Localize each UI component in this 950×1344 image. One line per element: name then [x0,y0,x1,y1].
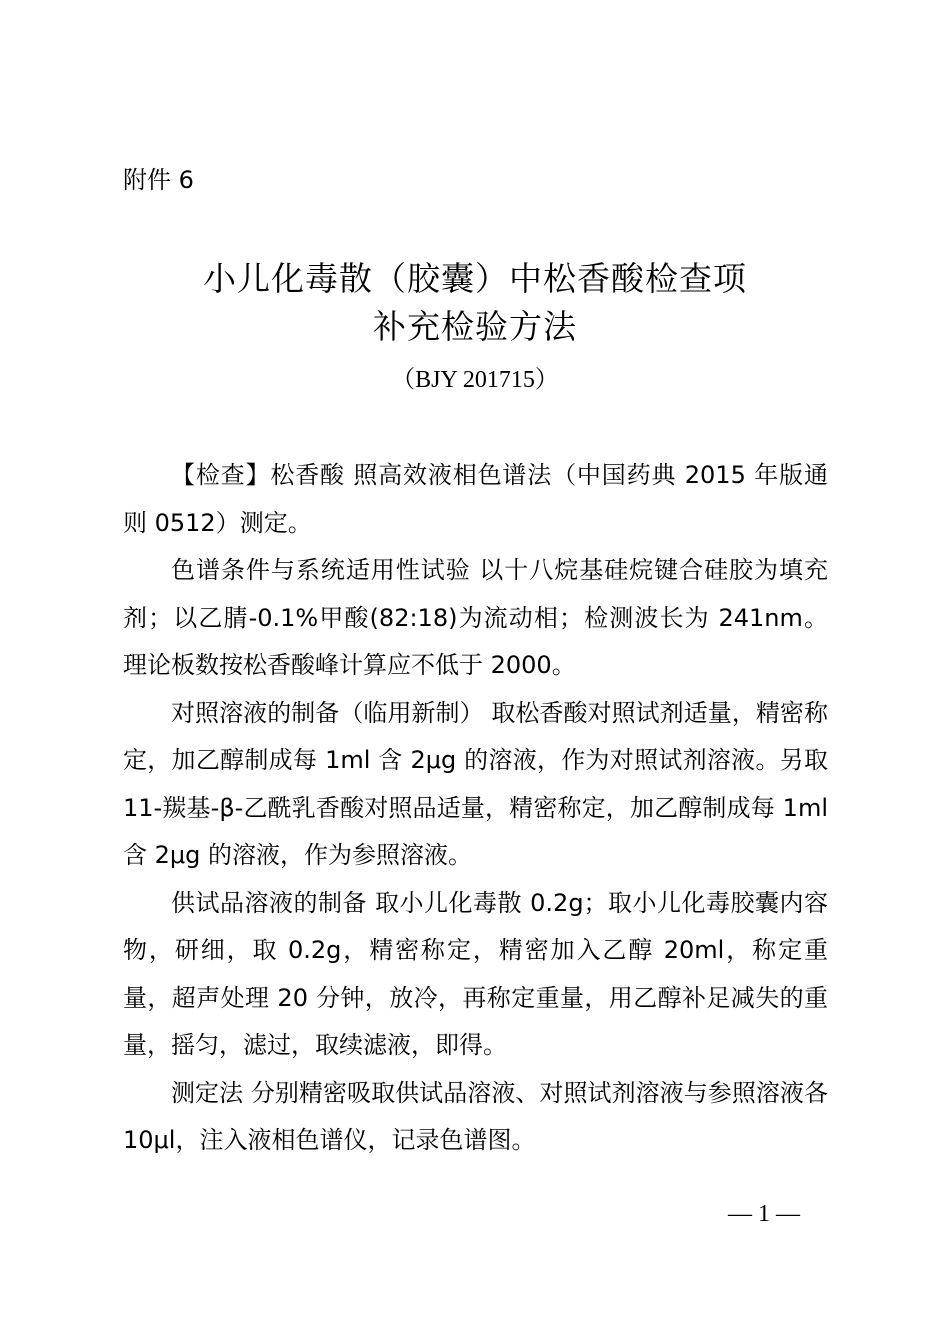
page-number: — 1 — [728,1201,800,1227]
document-title-line-1: 小儿化毒散（胶囊）中松香酸检查项 [203,259,747,298]
paragraph-chromatographic-conditions: 色谱条件与系统适用性试验 以十八烷基硅烷键合硅胶为填充剂；以乙腈-0.1%甲酸(82:18)为流动相；检测波长为 241nm。理论板数按松香酸峰计算应不低于 2000。 [123,556,828,679]
document-code: （BJY 201715） [391,367,559,393]
document-title-line-2: 补充检验方法 [373,307,577,346]
paragraph-inspection: 【检查】松香酸 照高效液相色谱法（中国药典 2015 年版通则 0512）测定。 [123,461,828,537]
document-body [123,452,828,1165]
paragraph-determination: 测定法 分别精密吸取供试品溶液、对照试剂溶液与参照溶液各 10μl，注入液相色谱仪，记录色谱图。 [123,1078,828,1154]
paragraph-reference-solution: 对照溶液的制备（临用新制） 取松香酸对照试剂适量，精密称定，加乙醇制成每 1ml 含 2μg 的溶液，作为对照试剂溶液。另取 11-羰基-β-乙酰乳香酸对照品适量，精密称定，加乙醇制成每 1ml 含 2μg 的溶液，作为参照溶液。 [123,698,828,869]
paragraph-test-solution: 供试品溶液的制备 取小儿化毒散 0.2g；取小儿化毒胶囊内容物，研细，取 0.2g，精密称定，精密加入乙醇 20ml，称定重量，超声处理 20 分钟，放冷，再称定重量，用乙醇补足减失的重量，摇匀，滤过，取续滤液，即得。 [123,888,828,1059]
attachment-label: 附件 6 [123,166,194,194]
